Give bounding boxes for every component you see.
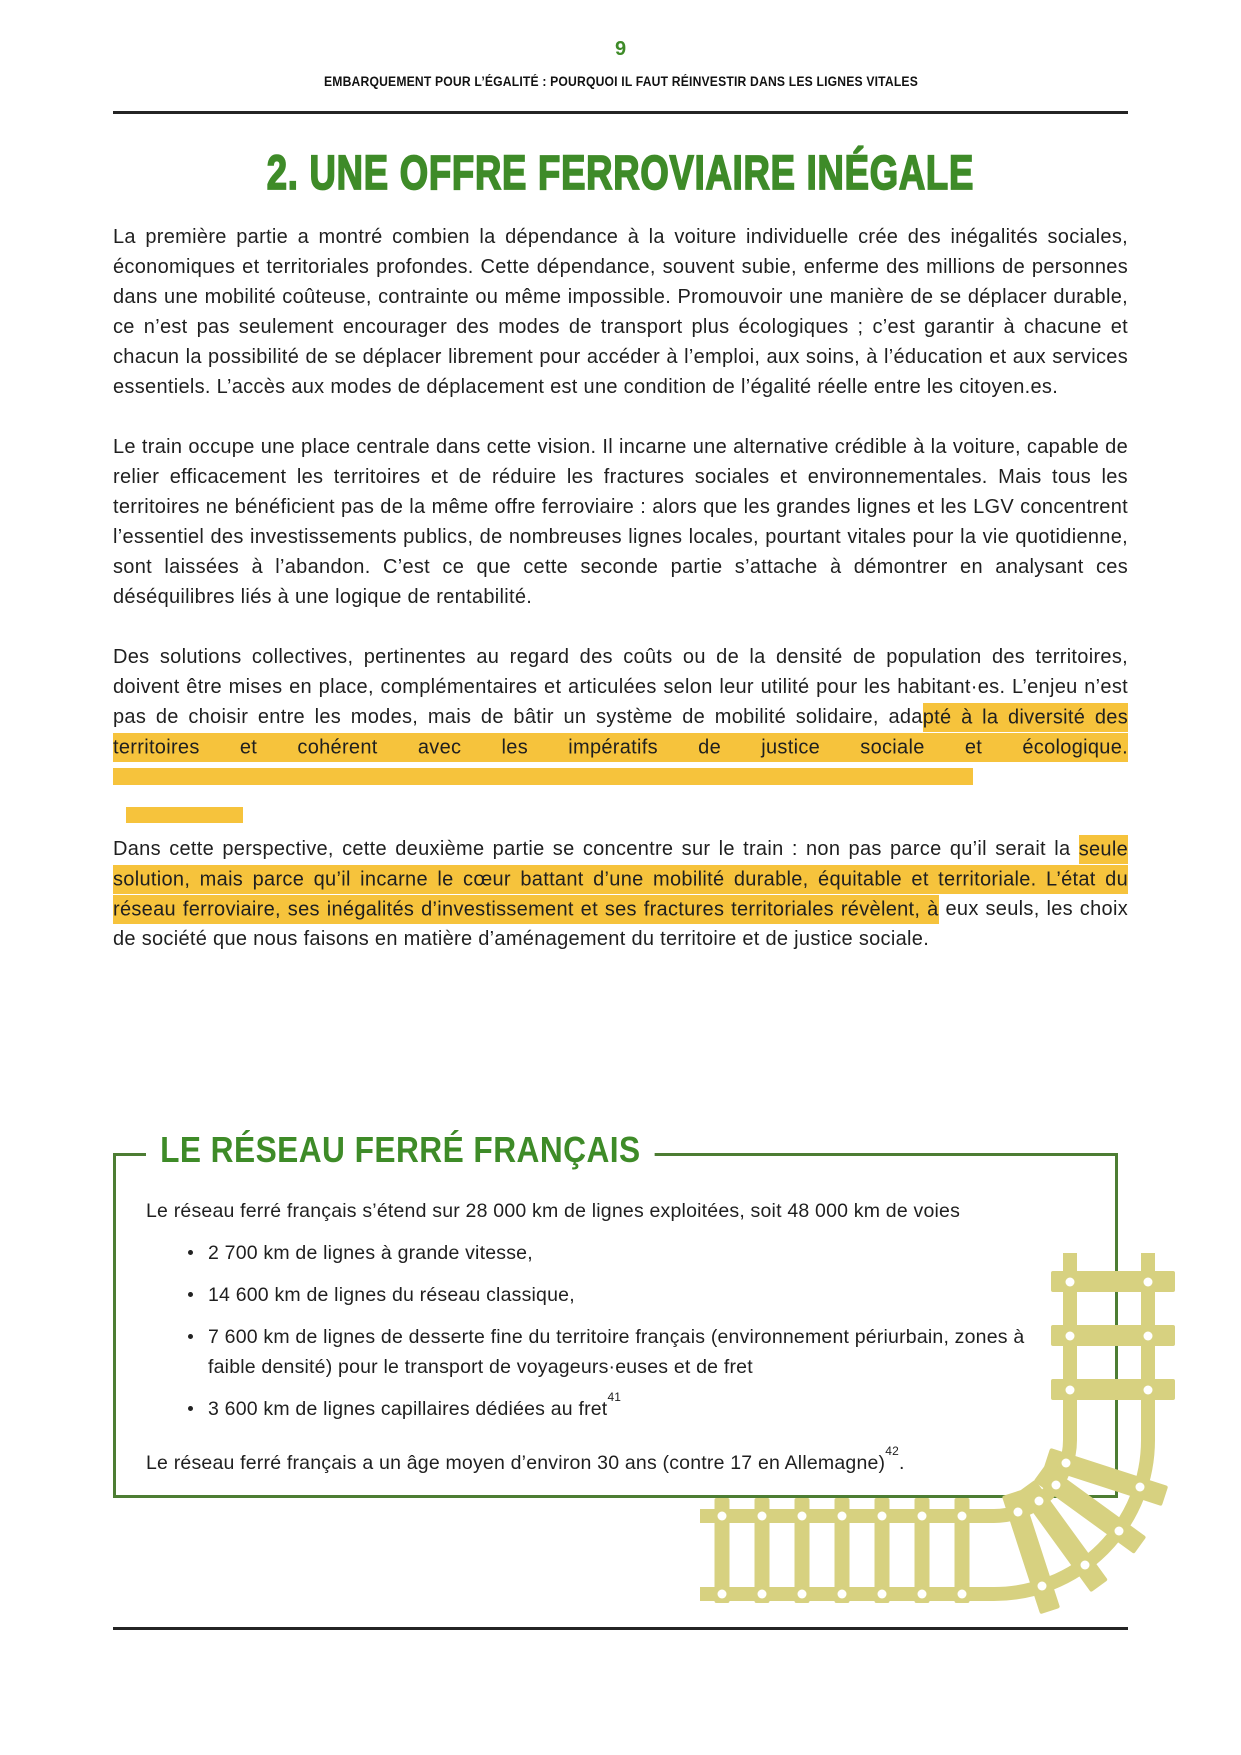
bullet-item [208,1280,1037,1310]
callout-intro: Le réseau ferré français s’étend sur 28 000 km de lignes exploitées, soit 48 000 km de voies [146,1200,961,1222]
paragraph-text: Des solutions collectives, pertinentes au regard des coûts ou de la densité de population des territoires, doivent être mises en place, complémentaires et articulées selon leur utilité pour les habitant·es. L’enjeu n’est pas de choisir entre les modes, mais de bâtir un système de mobilité solidaire, ada [113,646,1128,728]
network-callout-box [113,1129,1118,1498]
network-bullet-list [146,1238,1037,1424]
callout-note-text: Le réseau ferré français a un âge moyen d’environ 30 ans (contre 17 en Allemagne) [146,1452,886,1474]
bullet-text: 14 600 km de lignes du réseau classique, [208,1284,575,1306]
paragraph [113,834,1128,954]
bullet-text: 3 600 km de lignes capillaires dédiées au fret [208,1398,608,1420]
highlight-bar [126,807,243,823]
paragraph-text: eux seuls, les choix de société que nous faisons en matière d’aménagement du territoire et de justice sociale. [113,898,1128,950]
section-title-text: 2. UNE OFFRE FERROVIAIRE INÉGALE [266,147,975,200]
paragraph-text: Dans cette perspective, cette deuxième partie se concentre sur le train : non pas parce qu’il serait la [113,838,1079,860]
bullet-text: 7 600 km de lignes de desserte fine du territoire français (environnement périurbain, zones à faible densité) pour le transport de voyageurs·euses et de fret [208,1326,1025,1378]
paragraph-text: La première partie a montré combien la dépendance à la voiture individuelle crée des inégalités sociales, économiques et territoriales profondes. Cette dépendance, souvent subie, enferme des millions de personnes dans une mobilité coûteuse, contrainte ou même impossible. Promouvoir une manière de se déplacer durable, ce n’est pas seulement encourager des modes de transport plus écologiques ; c’est garantir à chacune et chacun la possibilité de se déplacer librement pour accéder à l’emploi, aux soins, à l’éducation et aux services essentiels. L’accès aux modes de déplacement est une condition de l’égalité réelle entre les citoyen.es. [113,226,1128,398]
bullet-item [208,1238,1037,1268]
paragraph [113,642,1128,792]
callout-note-tail: . [898,1452,905,1474]
callout-title: LE RÉSEAU FERRÉ FRANÇAIS [146,1129,655,1171]
callout-note [146,1443,1037,1478]
paragraph [113,432,1128,612]
bottom-divider [113,1627,1128,1630]
highlighted-text: seule solution, mais parce qu’il incarne le cœur battant d’une mobilité durable, équitable et territoriale. L’état du réseau ferroviaire, ses inégalités d’investissement et ses fractures territoriales révèlent, à [113,835,1128,924]
bullet-item [208,1389,1037,1424]
page-number: 9 [614,38,627,60]
section-title [0,146,1241,201]
top-divider [113,111,1128,114]
paragraph [113,222,1128,402]
footnote-ref-42: 42 [885,1443,899,1458]
callout-content [116,1156,1115,1478]
highlight-extension [113,768,973,785]
highlighted-text: pté à la diversité des territoires et cohérent avec les impératifs de justice sociale et écologique. [113,703,1128,762]
paragraph-text: Le train occupe une place centrale dans cette vision. Il incarne une alternative crédible à la voiture, capable de relier efficacement les territoires et de réduire les fractures sociales et environnementales. Mais tous les territoires ne bénéficient pas de la même offre ferroviaire : alors que les grandes lignes et les LGV concentrent l’essentiel des investissements publics, de nombreuses lignes locales, pourtant vitales pour la vie quotidienne, sont laissées à l’abandon. C’est ce que cette seconde partie s’attache à démontrer en analysant ces déséquilibres liés à une logique de rentabilité. [113,436,1128,608]
bullet-item [208,1322,1037,1382]
footnote-ref-41: 41 [607,1389,622,1404]
running-header-text: EMBARQUEMENT POUR L’ÉGALITÉ : POURQUOI IL FAUT RÉINVESTIR DANS LES LIGNES VITALES [323,74,918,89]
bullet-text: 2 700 km de lignes à grande vitesse, [208,1242,533,1264]
body-paragraphs [113,222,1128,954]
running-header [0,74,1241,89]
